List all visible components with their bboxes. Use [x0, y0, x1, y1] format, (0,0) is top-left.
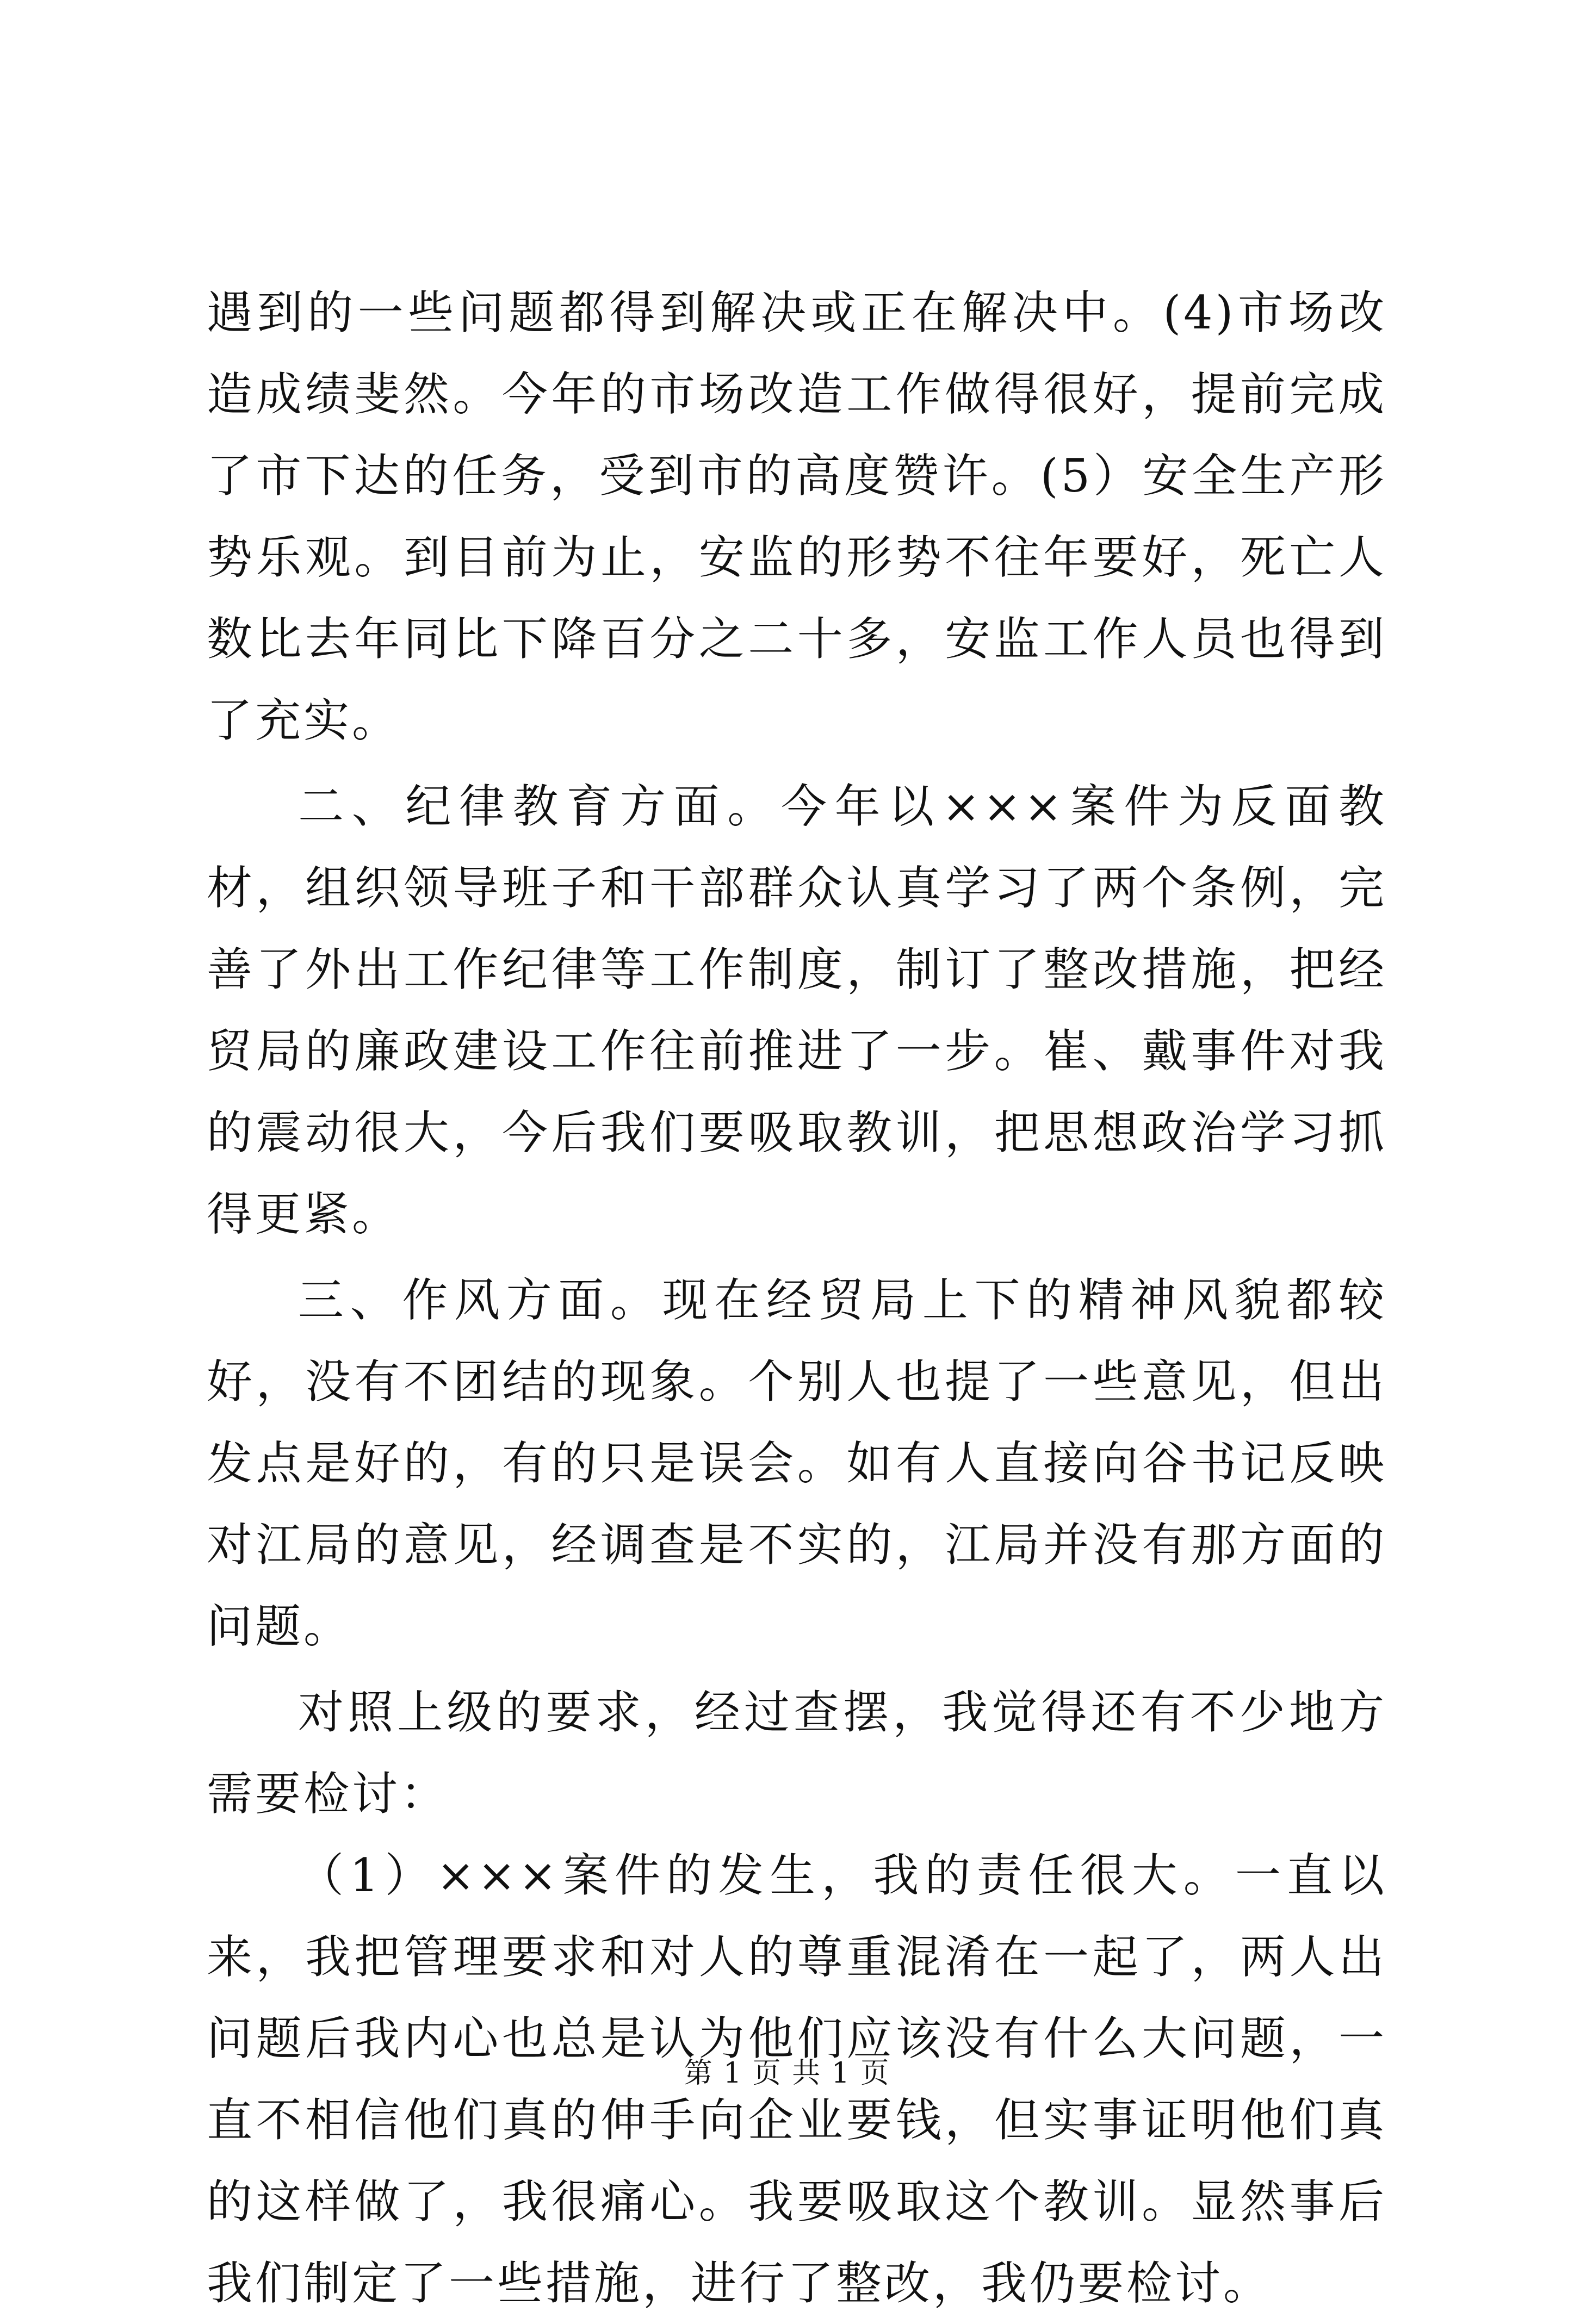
paragraph-self-review-item-1: （1）×××案件的发生，我的责任很大。一直以来，我把管理要求和对人的尊重混淆在一起了，两人出问题后我内心也总是认为他们应该没有什么大问题，一直不相信他们真的伸手向企业要钱，但实事证明他们真的这样做了，我很痛心。我要吸取这个教训。显然事后我们制定了一些措施，进行了整改，我仍要检讨。 — [207, 1849, 1387, 2310]
paragraph-self-review-intro: 对照上级的要求，经过查摆，我觉得还有不少地方需要检讨： — [207, 1686, 1387, 1820]
page-number-footer: 第 1 页 共 1 页 — [684, 2057, 890, 2090]
paragraph-work-style: 三、作风方面。现在经贸局上下的精神风貌都较好，没有不团结的现象。个别人也提了一些意见，但出发点是好的，有的只是误会。如有人直接向谷书记反映对江局的意见，经调查是不实的，江局并没有那方面的问题。 — [207, 1273, 1387, 1653]
paragraph-continuation: 遇到的一些问题都得到解决或正在解决中。(4)市场改造成绩斐然。今年的市场改造工作做得很好，提前完成了市下达的任务，受到市的高度赞许。(5）安全生产形势乐观。到目前为止，安监的形势不往年要好，死亡人数比去年同比下降百分之二十多，安监工作人员也得到了充实。 — [207, 286, 1387, 747]
document-body — [207, 272, 1387, 2324]
paragraph-discipline-education: 二、纪律教育方面。今年以×××案件为反面教材，组织领导班子和干部群众认真学习了两个条例，完善了外出工作纪律等工作制度，制订了整改措施，把经贸局的廉政建设工作往前推进了一步。崔、戴事件对我的震动很大，今后我们要吸取教训，把思想政治学习抓得更紧。 — [207, 780, 1387, 1241]
